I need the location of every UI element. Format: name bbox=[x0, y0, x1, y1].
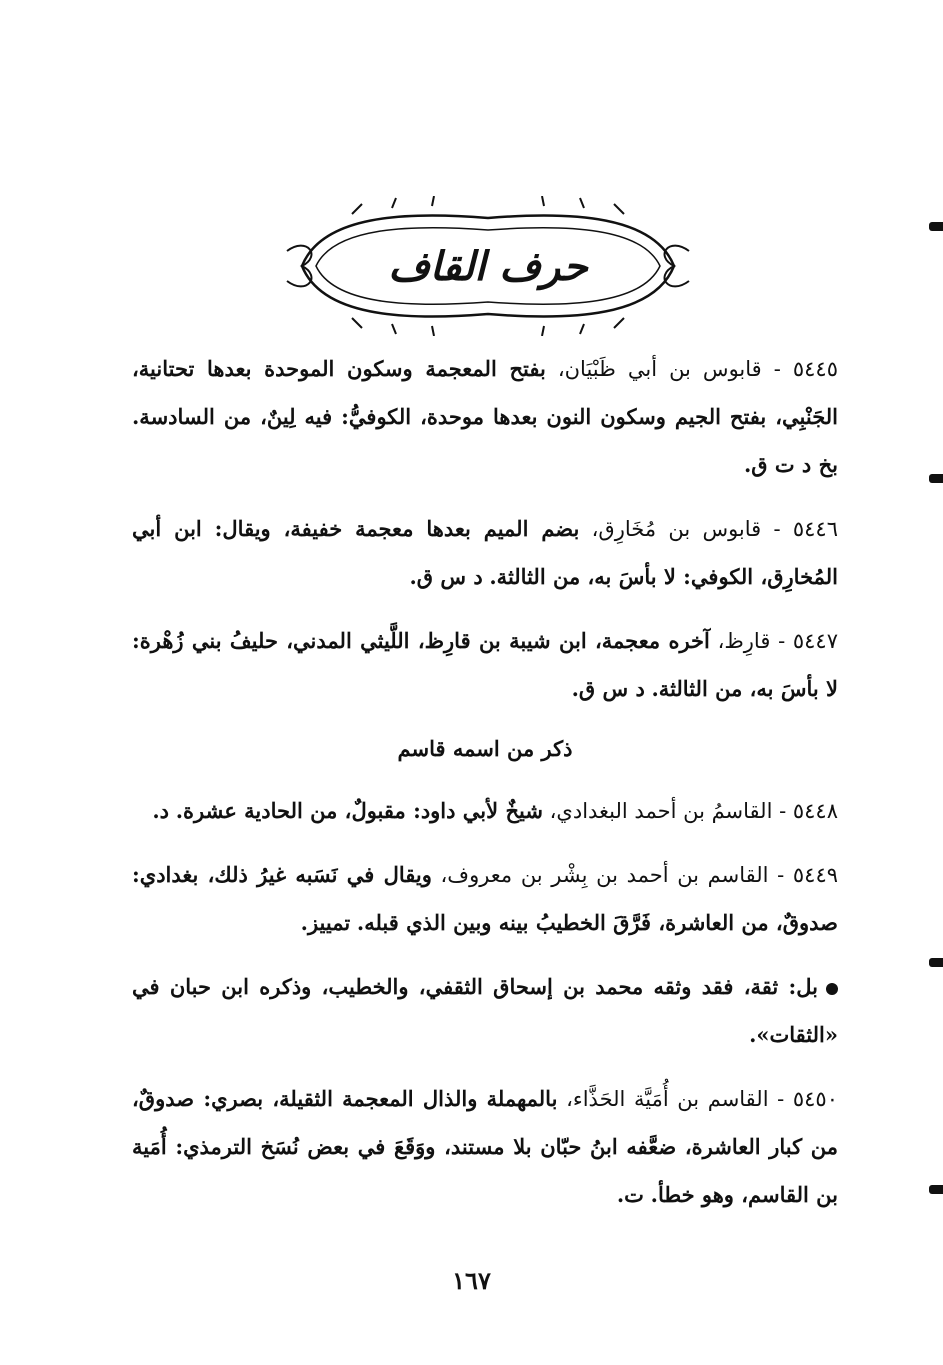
entry-symbol: د س ق. bbox=[409, 564, 483, 589]
entry-number: ٥٤٥٠ bbox=[792, 1087, 838, 1111]
entry-name: القاسمُ بن أحمد البغدادي، bbox=[549, 799, 773, 823]
entry-5445: ٥٤٤٥ - قابوس بن أبي ظَبْيَان، بفتح المعجمة وسكون الموحدة بعدها تحتانية، الجَنْبِي، بفتح الجيم وسكون النون بعدها موحدة، الكوفيُّ: فيه لِينٌ، من السادسة. بخ د ت ق. bbox=[132, 356, 838, 477]
entry-symbol: د. bbox=[152, 798, 169, 823]
entry-description: شيخٌ لأبي داود: مقبولٌ، من الحادية عشرة. bbox=[175, 798, 543, 823]
section-subheading: ذكر من اسمه قاسم bbox=[397, 736, 573, 761]
entry-5448: ٥٤٤٨ - القاسمُ بن أحمد البغدادي، شيخٌ لأبي داود: مقبولٌ، من الحادية عشرة. د. bbox=[152, 798, 838, 823]
note-text: بل: ثقة، فقد وثقه محمد بن إسحاق الثقفي، والخطيب، وذكره ابن حبان في «الثقات». bbox=[132, 974, 838, 1047]
entry-number: ٥٤٤٥ bbox=[792, 357, 838, 381]
entry-name: قارِظ، bbox=[717, 629, 771, 653]
entries-content bbox=[132, 345, 838, 1235]
entry-number: ٥٤٤٨ bbox=[792, 799, 838, 823]
chapter-heading-ornament bbox=[282, 196, 694, 336]
entry-name: قابوس بن أبي ظَبْيَان، bbox=[557, 357, 762, 381]
entry-symbol: د س ق. bbox=[571, 676, 645, 701]
edge-mark-icon bbox=[929, 958, 943, 967]
editor-note bbox=[132, 963, 838, 1059]
entry-description: بفتح المعجمة وسكون الموحدة بعدها تحتانية، الجَنْبِي، بفتح الجيم وسكون النون بعدها موحدة، الكوفيُّ: فيه لِينٌ، من السادسة. bbox=[132, 356, 838, 429]
entry-5450: ٥٤٥٠ - القاسم بن أُمَيَّة الحَذَّاء، بالمهملة والذال المعجمة الثقيلة، بصري: صدوقٌ، من كبار العاشرة، ضعَّفه ابنُ حبّان بلا مستند، ووَقَعَ في بعض نُسَخ الترمذي: أُمَية بن القاسم، وهو خطأ. ت. bbox=[132, 1086, 838, 1207]
entry-description: ويقال في نَسَبه غيرُ ذلك، بغدادي: صدوقٌ، من العاشرة، فَرَّقَ الخطيبُ بينه وبين الذي قبله. bbox=[132, 862, 838, 935]
edge-mark-icon bbox=[929, 1185, 943, 1194]
page-number: ١٦٧ bbox=[452, 1266, 491, 1295]
entry-5447: ٥٤٤٧ - قارِظ، آخره معجمة، ابن شيبة بن قارِظ، اللَّيثي المدني، حليفُ بني زُهْرة: لا بأسَ به، من الثالثة. د س ق. bbox=[132, 628, 838, 701]
entry-5449: ٥٤٤٩ - القاسم بن أحمد بن بِشْر بن معروف، ويقال في نَسَبه غيرُ ذلك، بغدادي: صدوقٌ، من العاشرة، فَرَّقَ الخطيبُ بينه وبين الذي قبله. تمييز. bbox=[132, 862, 839, 935]
entry-number: ٥٤٤٩ bbox=[792, 863, 839, 887]
entry-symbol: بخ د ت ق. bbox=[743, 452, 838, 477]
entry-symbol: تمييز. bbox=[300, 910, 351, 935]
entry-description: آخره معجمة، ابن شيبة بن قارِظ، اللَّيثي المدني، حليفُ بني زُهْرة: لا بأسَ به، من الثالثة. bbox=[132, 628, 838, 701]
entry-name: القاسم بن أحمد بن بِشْر بن معروف، bbox=[440, 863, 769, 887]
edge-mark-icon bbox=[929, 474, 943, 483]
entry-symbol: ت. bbox=[616, 1182, 644, 1207]
bullet-dot-icon bbox=[826, 983, 838, 995]
entry-5446: ٥٤٤٦ - قابوس بن مُخَارِق، بضم الميم بعدها معجمة خفيفة، ويقال: ابن أبي المُخارِق، الكوفي: لا بأسَ به، من الثالثة. د س ق. bbox=[132, 516, 838, 589]
entry-name: القاسم بن أُمَيَّة الحَذَّاء، bbox=[566, 1087, 769, 1111]
edge-mark-icon bbox=[929, 222, 943, 231]
entry-name: قابوس بن مُخَارِق، bbox=[591, 517, 762, 541]
entry-number: ٥٤٤٦ bbox=[792, 517, 838, 541]
entry-description: بضم الميم بعدها معجمة خفيفة، ويقال: ابن أبي المُخارِق، الكوفي: لا بأسَ به، من الثالثة. bbox=[132, 516, 838, 589]
ornament-frame-icon bbox=[282, 196, 694, 336]
entry-description: بالمهملة والذال المعجمة الثقيلة، بصري: صدوقٌ، من كبار العاشرة، ضعَّفه ابنُ حبّان بلا مستند، ووَقَعَ في بعض نُسَخ الترمذي: أُمَية بن القاسم، وهو خطأ. bbox=[132, 1086, 838, 1207]
entry-number: ٥٤٤٧ bbox=[792, 629, 838, 653]
chapter-title: حرف القاف bbox=[388, 243, 588, 290]
